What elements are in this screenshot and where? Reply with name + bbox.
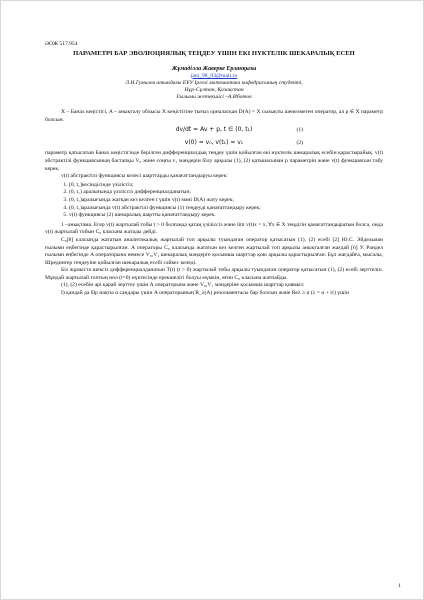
condition-item: 4. (0, t₁)аралығында v(t) абстрактілі функциясы (1) теңдеуді қанағаттандыру керек;	[69, 205, 383, 213]
equation-1-number: (1)	[296, 127, 303, 134]
work-paragraph: Біз жұмыста шексіз дифференциалданатын T(t) (t > 0) жартылай тобы арқылы туындаған оператор қатысатын (1), (2) есебі зерттеліп. Мұндай жартылай топтың нөл (t=0) нүктесінде ерекшелігі болуы мүмкін, яғни C₀ класына жатпайды.	[45, 267, 383, 281]
problem-paragraph: параметр қатысатын Банах кеңістігінде берілген дифференциалдық теңдеу үшін қойылған екі нүктелік шекаралық есебін қарастырайық. v(t) абстрактілі функциясының бастапқы V₀ және соңғы v₁ мәндерін білу арқылы (1), (2) қатынасынан p параметрін және v(t) функциясын табу керек.	[45, 150, 383, 172]
intro-paragraph: X – Банах кеңістігі, A – анықталу облысы X кеңістігіне тығыз орналасқан D(A) = X сызықты шенелмеген оператор, ал p ∈ X параметр болсын.	[45, 109, 383, 123]
condition-1-paragraph: I) қандай да бір нақты α сандары үшін A операторының R_λ(A) резольвентасы бар болсын және Reλ ≥ α (λ = α + iτ) үшін	[61, 290, 349, 297]
equation-2-formula: v(0) = v₀, v(t₁) = v₁	[184, 139, 244, 147]
equation-1-formula: dv/dt = Av + p, t ∈ (0, t₁)	[175, 126, 253, 134]
author-email-link[interactable]: jani_98_03@mail.ru	[190, 72, 238, 79]
condition-item: 2. (0, t₁) аралығында үзіліссіз дифференциалданатын;	[69, 189, 383, 197]
c0-class-paragraph: C₀[8] класында жататын аналитикалық жартылай топ арқылы туындаған оператор қатысатын (1), (2) есебі [2] Ю.С. Эйдельман ғылыми еңбегінде қарастырылған. A операторы C₀ класында жататын кез келген жартылай топ арқылы анықталған жағдай [6] У. Рандел ғылыми еңбегінде A операторына немесе V₀,V₁ шекаралық мәндерге қосымша шарттар қою арқылы қарастырылған. Бұл жағдайға, мысалы, Шредингер теңдеуіне қойылған шекаралық есебі сәйкес келеді.	[45, 236, 383, 266]
udc-code: ӘОЖ 517.954	[45, 41, 78, 47]
condition-item: 1. [0, t₁]кесіндісінде үзіліссіз;	[69, 182, 383, 190]
conditions-list	[45, 182, 383, 220]
equation-2	[45, 137, 383, 150]
condition-item: 5. v(t) функциясы (2) шекаралық шартты қанағаттандыру керек.	[69, 212, 383, 220]
definition-paragraph: 1 –анықтама. Егер v(t) жартылай тобы t > 0 болғанда қатаң үзіліссіз және lim v(t)x = x, ∀x ∈ X теңдігін қанағаттандыратын болса, онда v(t) жартылай тобын C₀ класына жатады дейді.	[45, 221, 383, 236]
equation-2-number: (2)	[296, 140, 303, 147]
supervisor-line: Ғылыми жетекшісі –А.Иботов	[176, 94, 252, 100]
equation-1	[45, 124, 383, 137]
affiliation-line-2: Нұр-Сұлтан, Қазақстан	[184, 86, 244, 93]
study-paragraph: (1), (2) есебін әрі қарай зерттеу үшін A операторына және V₀,V₁ мәндеріне қосымша шарттар қоямыз:	[61, 282, 305, 289]
condition-item: 3. (0, t₁)аралығында жатқан кез келген t үшін v(t) мәні D(A) жату керек;	[69, 197, 383, 205]
paper-body	[45, 41, 383, 298]
author-name: Жұмаділла Жаверке Ерланқызы	[171, 65, 257, 72]
conditions-intro: v(t) абстрактілі функциясы келесі шарттарды қанағаттандыруы керек:	[61, 173, 228, 180]
affiliation-line-1: Л.Н.Гумилев атындағы ЕҰУ Іргелі математика кафедрасының студенті,	[125, 79, 303, 86]
paper-title: ПАРАМЕТРІ БАР ЭВОЛЮЦИЯЛЫҚ ТЕҢДЕУ ҮШІН ЕКІ НҮКТЕЛІК ШЕКАРАЛЫҚ ЕСЕП	[73, 49, 355, 57]
page-number: 1	[398, 583, 401, 589]
